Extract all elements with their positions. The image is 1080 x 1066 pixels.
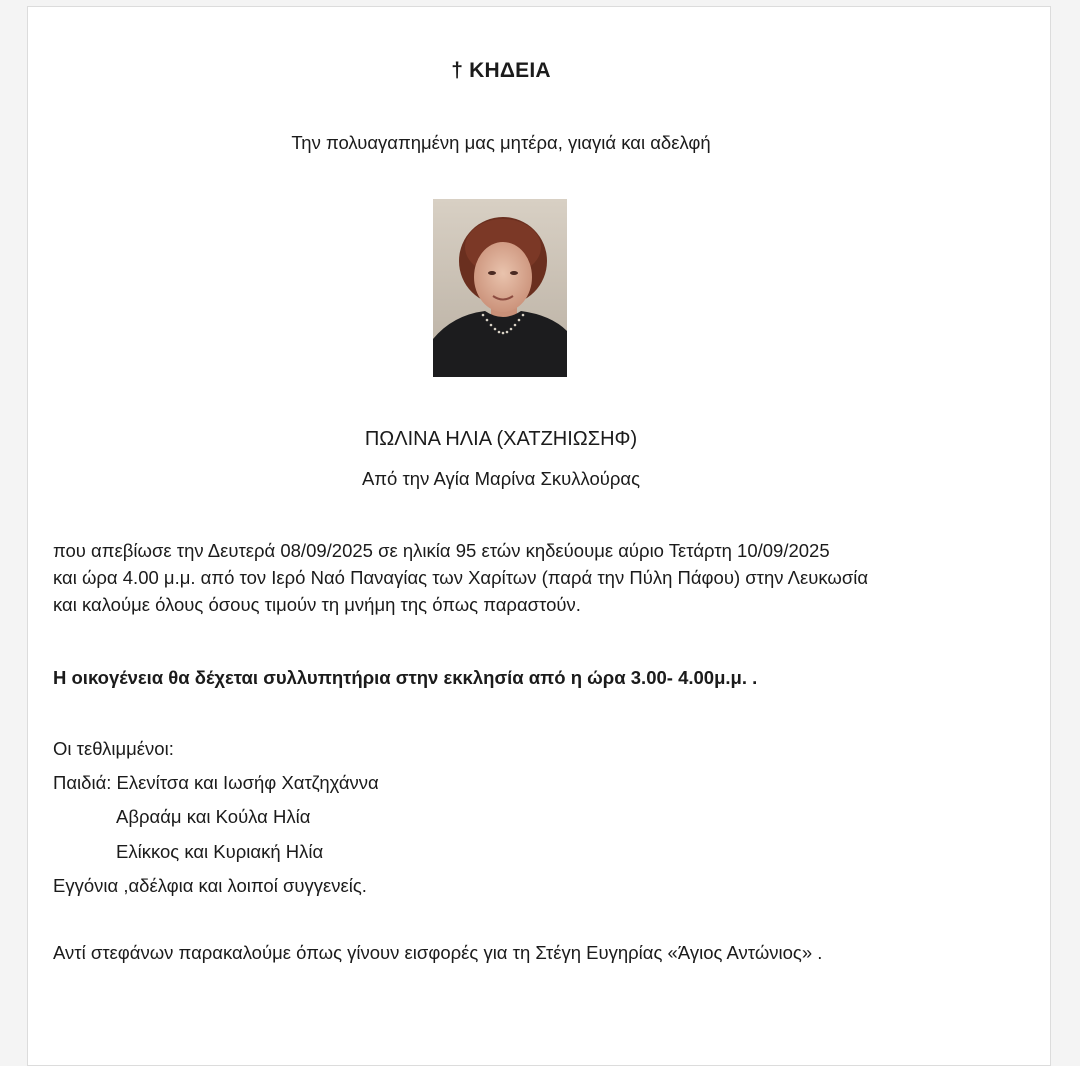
funeral-details [53, 537, 1013, 618]
mourners-others: Εγγόνια ,αδέλφια και λοιποί συγγενείς. [53, 875, 367, 896]
mourners-heading: Οι τεθλιμμένοι: [53, 738, 174, 759]
obituary-notice [27, 6, 1051, 1066]
funeral-details-line: και ώρα 4.00 μ.μ. από τον Ιερό Ναό Παναγίας των Χαρίτων (παρά την Πύλη Πάφου) στην Λευκωσία [53, 567, 869, 588]
mourners-child: Ελίκκος και Κυριακή Ηλία [116, 841, 324, 862]
mourners-children: Παιδιά: Ελενίτσα και Ιωσήφ Χατζηχάννα [53, 772, 379, 793]
deceased-name: ΠΩΛΙΝΑ ΗΛΙΑ (ΧΑΤΖΗΙΩΣΗΦ) [364, 428, 638, 450]
deceased-photo [433, 199, 567, 377]
deceased-origin: Από την Αγία Μαρίνα Σκυλλούρας [361, 468, 641, 489]
mourners-child: Αβραάμ και Κούλα Ηλία [116, 806, 311, 827]
funeral-details-line: που απεβίωσε την Δευτερά 08/09/2025 σε ηλικία 95 ετών κηδεύουμε αύριο Τετάρτη 10/09/2025 [53, 540, 830, 561]
donation-note: Αντί στεφάνων παρακαλούμε όπως γίνουν εισφορές για τη Στέγη Ευγηρίας «Άγιος Αντώνιος» . [53, 942, 823, 963]
condolences-note: Η οικογένεια θα δέχεται συλλυπητήρια στην εκκλησία από η ώρα 3.00- 4.00μ.μ. . [53, 667, 758, 688]
funeral-details-line: και καλούμε όλους όσους τιμούν τη μνήμη της όπως παραστούν. [53, 594, 581, 615]
notice-title: † ΚΗΔΕΙΑ [451, 59, 551, 82]
intro-text: Την πολυαγαπημένη μας μητέρα, γιαγιά και αδελφή [291, 132, 711, 153]
